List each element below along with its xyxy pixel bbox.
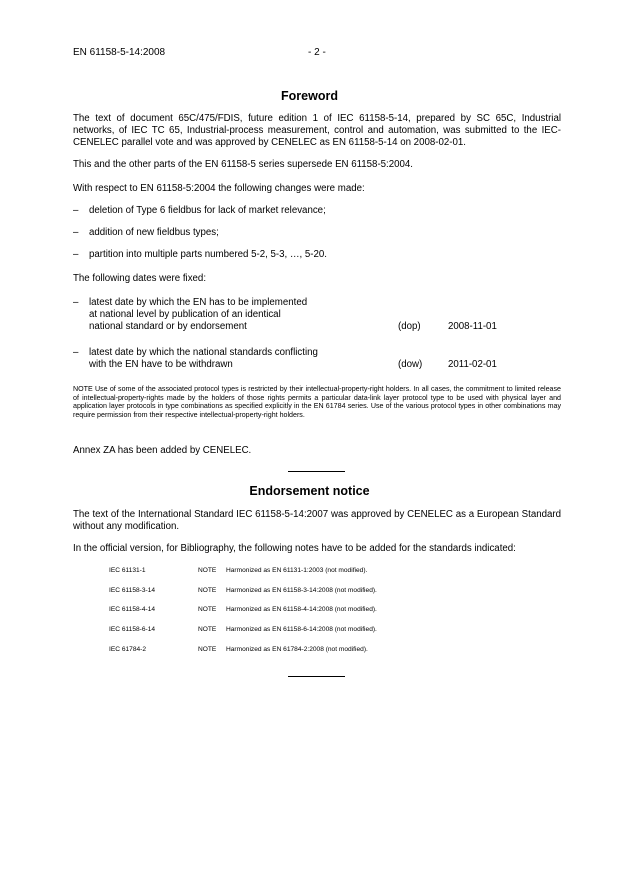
endorsement-title: Endorsement notice <box>249 484 370 498</box>
annex-statement: Annex ZA has been added by CENELEC. <box>73 445 252 456</box>
ref-note-text: Harmonized as EN 61158-6-14:2008 (not modified). <box>226 626 377 633</box>
date-item-line: latest date by which the EN has to be implemented <box>89 297 308 308</box>
ref-standard: IEC 61158-4-14 <box>109 606 156 613</box>
list-dash: – <box>73 249 79 260</box>
ref-note-label: NOTE <box>198 567 217 574</box>
date-value: 2008-11-01 <box>448 321 497 332</box>
ref-standard: IEC 61784-2 <box>109 646 147 653</box>
ref-note-label: NOTE <box>198 606 217 613</box>
foreword-paragraph-3: With respect to EN 61158-5:2004 the following changes were made: <box>73 183 365 194</box>
date-value: 2011-02-01 <box>448 359 497 370</box>
date-code: (dow) <box>398 359 423 370</box>
ref-note-text: Harmonized as EN 61158-4-14:2008 (not modified). <box>226 606 377 613</box>
foreword-title: Foreword <box>281 89 338 103</box>
foreword-paragraph-2: This and the other parts of the EN 61158-5 series supersede EN 61158-5:2004. <box>73 159 413 170</box>
date-code: (dop) <box>398 321 421 332</box>
ref-standard: IEC 61131-1 <box>109 567 146 574</box>
ref-note-text: Harmonized as EN 61784-2:2008 (not modified). <box>226 646 368 653</box>
foreword-paragraph-1: The text of document 65C/475/FDIS, future edition 1 of IEC 61158-5-14, prepared by SC 65C, Industrial networks, of IEC TC 65, Industrial-process measurement, control and automation, was submitted to the IEC-CENELEC parallel vote and was approved by CENELEC as EN 61158-5-14 on 2008-02-01. <box>73 113 561 148</box>
ref-note-label: NOTE <box>198 626 217 633</box>
change-item: deletion of Type 6 fieldbus for lack of market relevance; <box>89 205 326 216</box>
document-id: EN 61158-5-14:2008 <box>73 47 166 58</box>
change-item: partition into multiple parts numbered 5-2, 5-3, …, 5-20. <box>89 249 328 260</box>
ref-note-text: Harmonized as EN 61131-1:2003 (not modified). <box>226 567 368 574</box>
date-item-line: at national level by publication of an identical <box>89 309 281 320</box>
endorsement-paragraph-2: In the official version, for Bibliography, the following notes have to be added for the standards indicated: <box>73 543 516 554</box>
ref-standard: IEC 61158-6-14 <box>109 626 156 633</box>
endorsement-paragraph-1: The text of the International Standard IEC 61158-5-14:2007 was approved by CENELEC as a European Standard without any modification. <box>73 509 561 532</box>
page-number: - 2 - <box>308 47 326 58</box>
section-divider <box>288 471 345 472</box>
date-item-line: latest date by which the national standards conflicting <box>89 347 318 358</box>
date-item-line: national standard or by endorsement <box>89 321 247 332</box>
ref-note-label: NOTE <box>198 646 217 653</box>
ref-note-text: Harmonized as EN 61158-3-14:2008 (not modified). <box>226 587 377 594</box>
dates-intro: The following dates were fixed: <box>73 273 207 284</box>
ref-note-label: NOTE <box>198 587 217 594</box>
list-dash: – <box>73 347 79 358</box>
list-dash: – <box>73 227 79 238</box>
ref-standard: IEC 61158-3-14 <box>109 587 156 594</box>
change-item: addition of new fieldbus types; <box>89 227 219 238</box>
date-item-line: with the EN have to be withdrawn <box>89 359 233 370</box>
list-dash: – <box>73 297 79 308</box>
foreword-note: NOTE Use of some of the associated protocol types is restricted by their intellectual-property-right holders. In all cases, the commitment to limited release of intellectual-property-rights made by the holders of those rights permits a particular data-link layer protocol type to be used with physical layer and application layer protocols in type combinations as specified explicitly in the EN 61784 series. Use of the various protocol types in other combinations may require permission from their respective intellectual-property-right holders. <box>73 385 561 419</box>
list-dash: – <box>73 205 79 216</box>
section-divider <box>288 676 345 677</box>
